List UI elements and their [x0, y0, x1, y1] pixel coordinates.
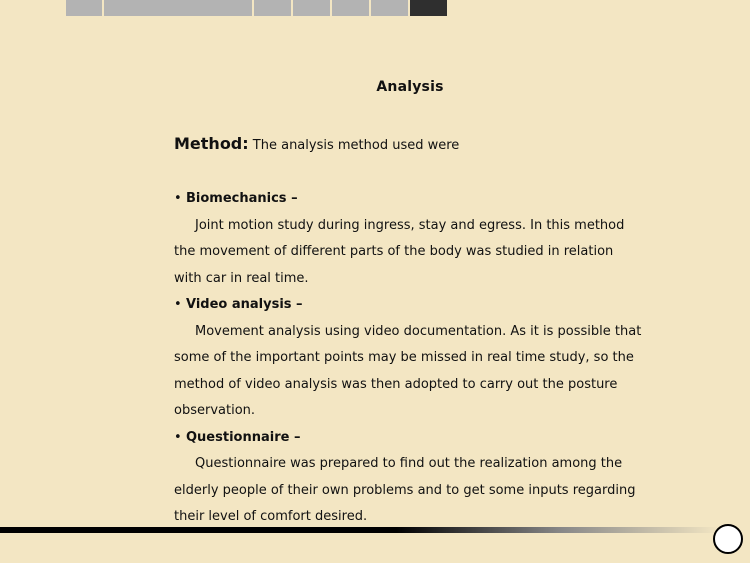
nav-segment-5[interactable] [332, 0, 369, 16]
item-description: Movement analysis using video documentation. As it is possible that some of the important points may be missed in real time study, so the method of video analysis was then adopted to carry out the posture observation. [174, 323, 642, 418]
item-description: Questionnaire was prepared to find out the realization among the elderly people of their own problems and to get some inputs regarding their level of comfort desired. [174, 456, 636, 524]
nav-segment-3[interactable] [254, 0, 291, 16]
nav-segment-current[interactable] [410, 0, 447, 16]
method-line [174, 134, 459, 153]
item-heading: Questionnaire – [186, 429, 301, 445]
method-list [174, 186, 644, 531]
bullet-icon: • [174, 429, 182, 445]
item-heading: Video analysis – [186, 297, 303, 312]
item-heading: Biomechanics – [186, 191, 298, 206]
slide-navigation-strip [66, 0, 447, 16]
item-description: Joint motion study during ingress, stay and egress. In this method the movement of different parts of the body was studied in relation with car in real time. [174, 217, 625, 286]
bullet-icon: • [174, 191, 182, 206]
nav-segment-4[interactable] [293, 0, 330, 16]
list-item-questionnaire [174, 425, 644, 531]
method-text: The analysis method used were [248, 138, 460, 153]
list-item-biomechanics [174, 186, 644, 292]
slide-title: Analysis [376, 79, 444, 95]
bottom-divider [0, 527, 720, 533]
list-item-video-analysis [174, 292, 644, 425]
nav-segment-1[interactable] [66, 0, 102, 16]
item-heading-row [174, 292, 644, 319]
circle-nav-button[interactable] [713, 524, 743, 554]
nav-segment-2[interactable] [104, 0, 252, 16]
method-label: Method: [174, 134, 249, 153]
item-heading-row [174, 425, 644, 452]
nav-segment-6[interactable] [371, 0, 408, 16]
bullet-icon: • [174, 297, 182, 312]
item-heading-row [174, 186, 644, 213]
